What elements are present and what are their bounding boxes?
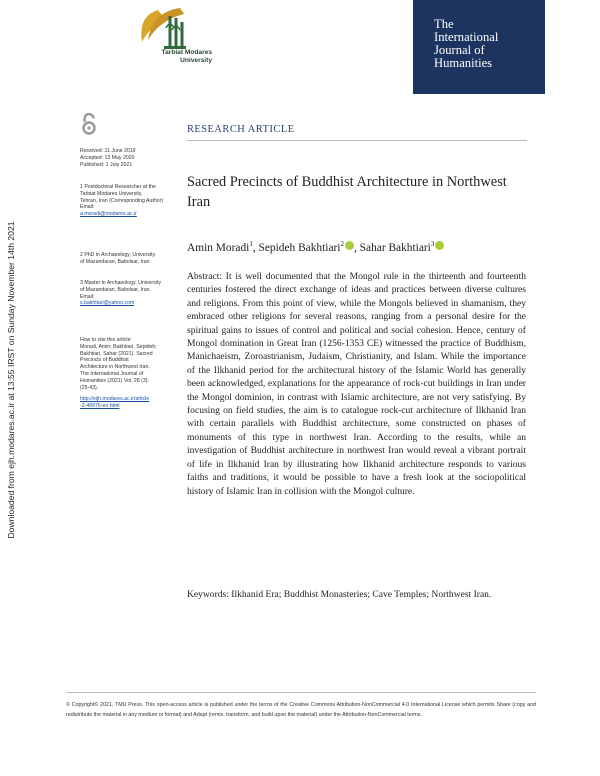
affiliation-1 bbox=[80, 184, 176, 218]
cite-line: The International Journal of bbox=[80, 370, 144, 377]
article-type-heading: RESEARCH ARTICLE bbox=[187, 124, 295, 135]
logo-line-1: Tarbiat Modares bbox=[161, 49, 212, 56]
published-date: Published: 1 July 2021 bbox=[80, 161, 133, 168]
cite-line: Precincts of Buddhist bbox=[80, 357, 129, 364]
author-affil-number: 3 bbox=[430, 240, 435, 248]
affiliation-line: Email: bbox=[80, 204, 95, 211]
affiliation-3 bbox=[80, 280, 176, 307]
university-logo bbox=[80, 6, 212, 64]
open-access-icon bbox=[80, 112, 98, 136]
author-3-email-link[interactable]: s.bakhtiari@yahoo.com bbox=[80, 300, 135, 307]
affiliation-line: 1 Postdoctoral Researcher at the bbox=[80, 184, 156, 190]
how-to-cite bbox=[80, 337, 176, 391]
article-dates bbox=[80, 148, 176, 168]
download-watermark-text: Downloaded from ejh.modares.ac.ir at 13:55 IRST on Sunday November 14th 2021 bbox=[6, 221, 16, 539]
cite-line: (25-43). bbox=[80, 384, 99, 391]
keywords-label: Keywords: bbox=[187, 589, 229, 600]
abstract bbox=[187, 270, 526, 498]
author-name: Amin Moradi bbox=[187, 241, 250, 254]
footer-divider bbox=[66, 692, 536, 693]
affiliation-line: of Mazandaran, Babolsar, Iran bbox=[80, 286, 150, 293]
cite-line: Humanities (2021) Vol. 28 (3): bbox=[80, 377, 149, 384]
keywords-text: Ilkhanid Era; Buddhist Monasteries; Cave Temples; Northwest Iran. bbox=[231, 589, 492, 600]
affiliation-line: of Mazandaran, Babolsar, Iran bbox=[80, 258, 150, 265]
logo-line-2: University bbox=[180, 56, 212, 64]
orcid-icon[interactable] bbox=[435, 241, 444, 250]
author-list bbox=[187, 240, 444, 254]
affiliation-2 bbox=[80, 252, 176, 266]
cite-line: Architecture in Northwest Iran, bbox=[80, 364, 150, 371]
author-separator: , bbox=[252, 241, 259, 254]
received-date: Received: 11 June 2019 bbox=[80, 148, 136, 154]
copyright-notice: © Copyright© 2021, TMU Press. This open-access article is published under the terms of the Creative Commons Attribution-NonCommercial 4.0 International License which permits Share (copy and redistribute the material in any medium or format) and Adapt (remix, transform, and build upon the material) under the Attribution-NonCommercial terms. bbox=[66, 702, 536, 719]
article-url-link[interactable]: -2-48976-en.html bbox=[80, 402, 120, 409]
affiliation-line: Tarbiat Modares University, bbox=[80, 190, 143, 197]
abstract-label: Abstract: bbox=[187, 271, 222, 282]
affiliation-line: 3 Master in Archaeology, University bbox=[80, 280, 161, 286]
journal-title-line: Humanities bbox=[434, 56, 493, 70]
journal-title bbox=[434, 18, 534, 70]
abstract-text: It is well documented that the Mongol rule in the thirteenth and fourteenth centuries fostered the direct exchange of ideas and practices between diverse cultures and religions. From this point of view, while the Mongols believed in shamanism, they embraced other religions for several reasons, ranging from a personal desire for the spiritual gains to issues of control and political and social cohesion. Hence, century of Mongol domination in Great Iran (1256-1353 CE) witnessed the practice of Buddhism, Manichaeism, Zoroastrianism, Judaism, Christianity, and Islam. While the importance of the Ilkhanid period for the architectural history of the Islamic World has generally been acknowledged, explanations for the appearance of rock-cut buildings in Iran under the Mongol dominion, in contrast with Islamic architecture, are not very satisfying. By focusing on field studies, the aim is to catalogue rock-cut architecture of Ilkhanid Iran with certain parallels with Buddhist architecture, some constructed on phases of monuments of this type in northwest Iran. According to the results, while an investigation of Buddhist architecture in northwest Iran would reveal a vibrant portrait of life in Ilkhanid Iran by illustrating how Ilkhanid architecture responds to various faiths and traditions, it would be possible to have a fresh look at the sociopolitical history of Islamic Iran in collision with the Mongol culture. bbox=[187, 271, 526, 497]
author-separator: , bbox=[353, 241, 360, 254]
journal-title-line: International bbox=[434, 30, 499, 44]
affiliation-line: Tehran, Iran (Corresponding Author) bbox=[80, 197, 164, 204]
journal-title-line: The bbox=[434, 17, 454, 31]
article-url bbox=[80, 396, 176, 410]
author-1-email-link[interactable]: a.moradi@modares.ac.ir bbox=[80, 211, 137, 218]
author-name: Sepideh Bakhtiari bbox=[258, 241, 341, 254]
accepted-date: Accepted: 13 May 2020 bbox=[80, 154, 135, 161]
heading-divider bbox=[187, 140, 527, 141]
article-title: Sacred Precincts of Buddhist Architecture in Northwest Iran bbox=[187, 174, 507, 210]
article-url-link[interactable]: http://eijh.modares.ac.ir/article bbox=[80, 396, 150, 402]
author-affil-number: 2 bbox=[340, 240, 344, 248]
orcid-icon[interactable] bbox=[345, 241, 354, 250]
journal-title-line: Journal of bbox=[434, 43, 485, 57]
keywords bbox=[187, 588, 526, 601]
author-affil-number: 1 bbox=[249, 240, 253, 248]
affiliation-line: 2 PhD in Archaeology, University bbox=[80, 252, 156, 258]
affiliation-line: Email: bbox=[80, 293, 95, 300]
cite-line: Bakhtiari, Sahar (2021). Sacred bbox=[80, 350, 153, 357]
cite-line: Moradi, Amin; Bakhtiari, Sepideh; bbox=[80, 343, 157, 350]
logo-wordmark bbox=[144, 49, 212, 64]
cite-line: How to cite this article: bbox=[80, 337, 132, 343]
download-watermark bbox=[4, 150, 18, 610]
author-name: Sahar Bakhtiari bbox=[359, 241, 431, 254]
